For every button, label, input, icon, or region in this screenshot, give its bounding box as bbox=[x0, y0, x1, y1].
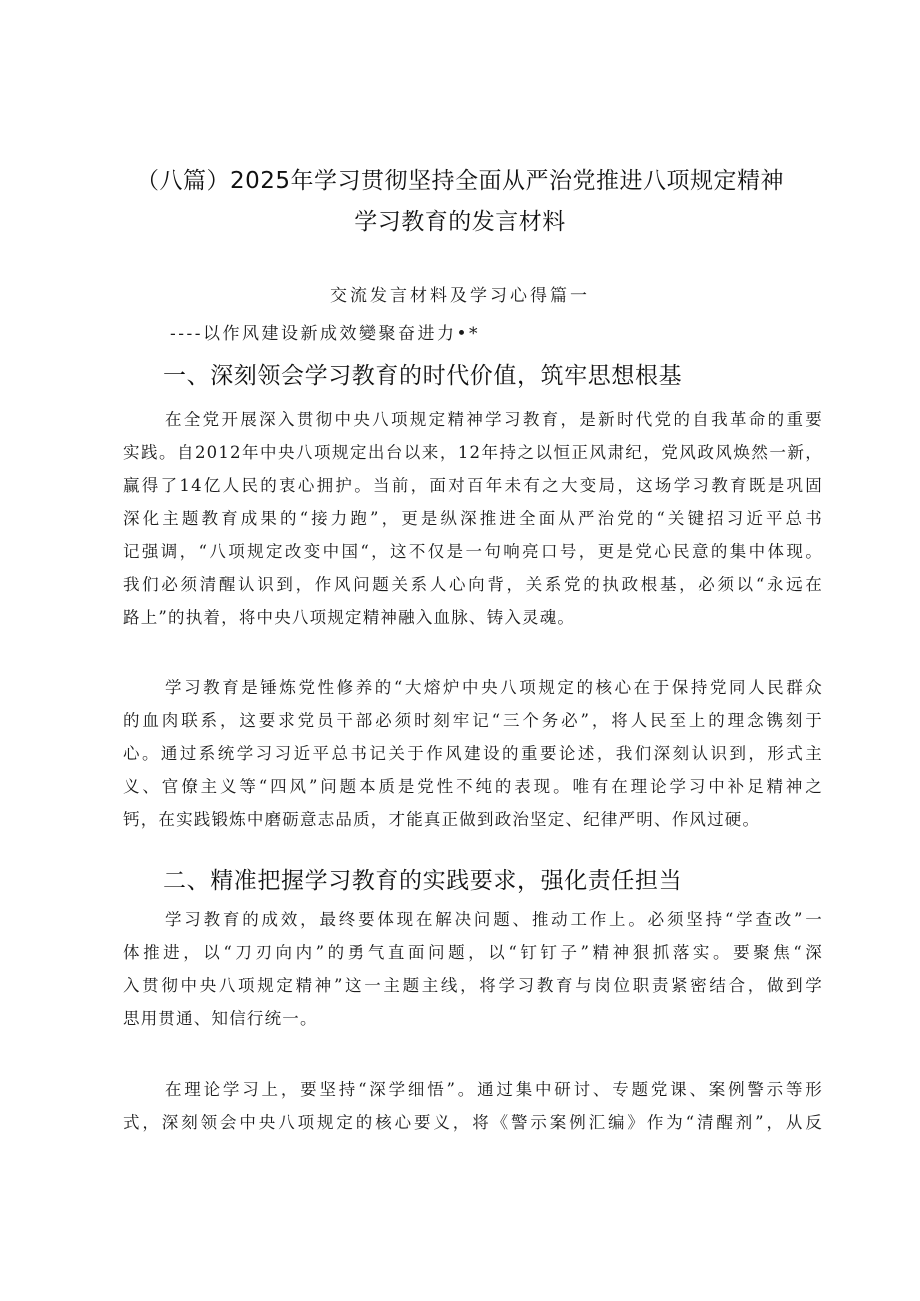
article-subtitle: ----以作风建设新成效變聚奋进力•* bbox=[170, 324, 481, 344]
paragraph-2 bbox=[123, 671, 823, 836]
document-title-line-2: 学习教育的发言材料 bbox=[354, 209, 566, 235]
paragraph-line: 实践。自2012年中央八项规定出台以来，12年持之以恒正风肃纪，党风政风焕然一新， bbox=[123, 443, 823, 462]
paragraph-4 bbox=[123, 1073, 823, 1139]
paragraph-line: 我们必须清醒认识到，作风问题关系人心向背，关系党的执政根基，必须以“永远在 bbox=[123, 575, 823, 594]
paragraph-1 bbox=[123, 403, 823, 634]
section-heading-2: 二、精准把握学习教育的实践要求，强化责任担当 bbox=[163, 868, 683, 894]
paragraph-line: 体推进，以“刀刃向内”的勇气直面问题，以“钉钉子”精神狠抓落实。要聚焦“深 bbox=[123, 943, 823, 962]
paragraph-line: 入贯彻中央八项规定精神”这一主题主线，将学习教育与岗位职责紧密结合，做到学 bbox=[123, 976, 823, 995]
paragraph-line: 路上”的执着，将中央八项规定精神融入血脉、铸入灵魂。 bbox=[123, 608, 576, 627]
document-title-line-1: （八篇）2025年学习贯彻坚持全面从严治党推进八项规定精神 bbox=[135, 168, 785, 194]
paragraph-line: 学习教育的成效，最终要体现在解决问题、推动工作上。必须坚持“学查改”一 bbox=[165, 910, 823, 929]
paragraph-line: 学习教育是锤炼党性修养的“大熔炉中央八项规定的核心在于保持党同人民群众 bbox=[165, 678, 823, 697]
paragraph-line: 深化主题教育成果的“接力跑”，更是纵深推进全面从严治党的“关键招习近平总书 bbox=[123, 509, 823, 528]
paragraph-line: 式，深刻领会中央八项规定的核心要义，将《警示案例汇编》作为“清醒剂”，从反 bbox=[123, 1113, 823, 1132]
section-heading-1: 一、深刻领会学习教育的时代价值，筑牢思想根基 bbox=[163, 363, 683, 389]
article-subheading: 交流发言材料及学习心得篇一 bbox=[330, 286, 590, 306]
paragraph-line: 在理论学习上，要坚持“深学细悟”。通过集中研讨、专题党课、案例警示等形 bbox=[165, 1080, 823, 1099]
paragraph-line: 心。通过系统学习习近平总书记关于作风建设的重要论述，我们深刻认识到，形式主 bbox=[123, 744, 823, 763]
paragraph-3 bbox=[123, 903, 823, 1035]
paragraph-line: 钙，在实践锻炼中磨砺意志品质，才能真正做到政治坚定、纪律严明、作风过硬。 bbox=[123, 810, 761, 829]
paragraph-line: 赢得了14亿人民的衷心拥护。当前，面对百年未有之大变局，这场学习教育既是巩固 bbox=[123, 476, 823, 495]
paragraph-line: 的血肉联系，这要求党员干部必须时刻牢记“三个务必”，将人民至上的理念镌刻于 bbox=[123, 711, 823, 730]
paragraph-line: 记强调，“八项规定改变中国“，这不仅是一句响亮口号，更是党心民意的集中体现。 bbox=[123, 542, 823, 561]
paragraph-line: 义、官僚主义等“四风”问题本质是党性不纯的表现。唯有在理论学习中补足精神之 bbox=[123, 777, 823, 796]
paragraph-line: 在全党开展深入贯彻中央八项规定精神学习教育，是新时代党的自我革命的重要 bbox=[165, 410, 823, 429]
paragraph-line: 思用贯通、知信行统一。 bbox=[123, 1009, 318, 1028]
